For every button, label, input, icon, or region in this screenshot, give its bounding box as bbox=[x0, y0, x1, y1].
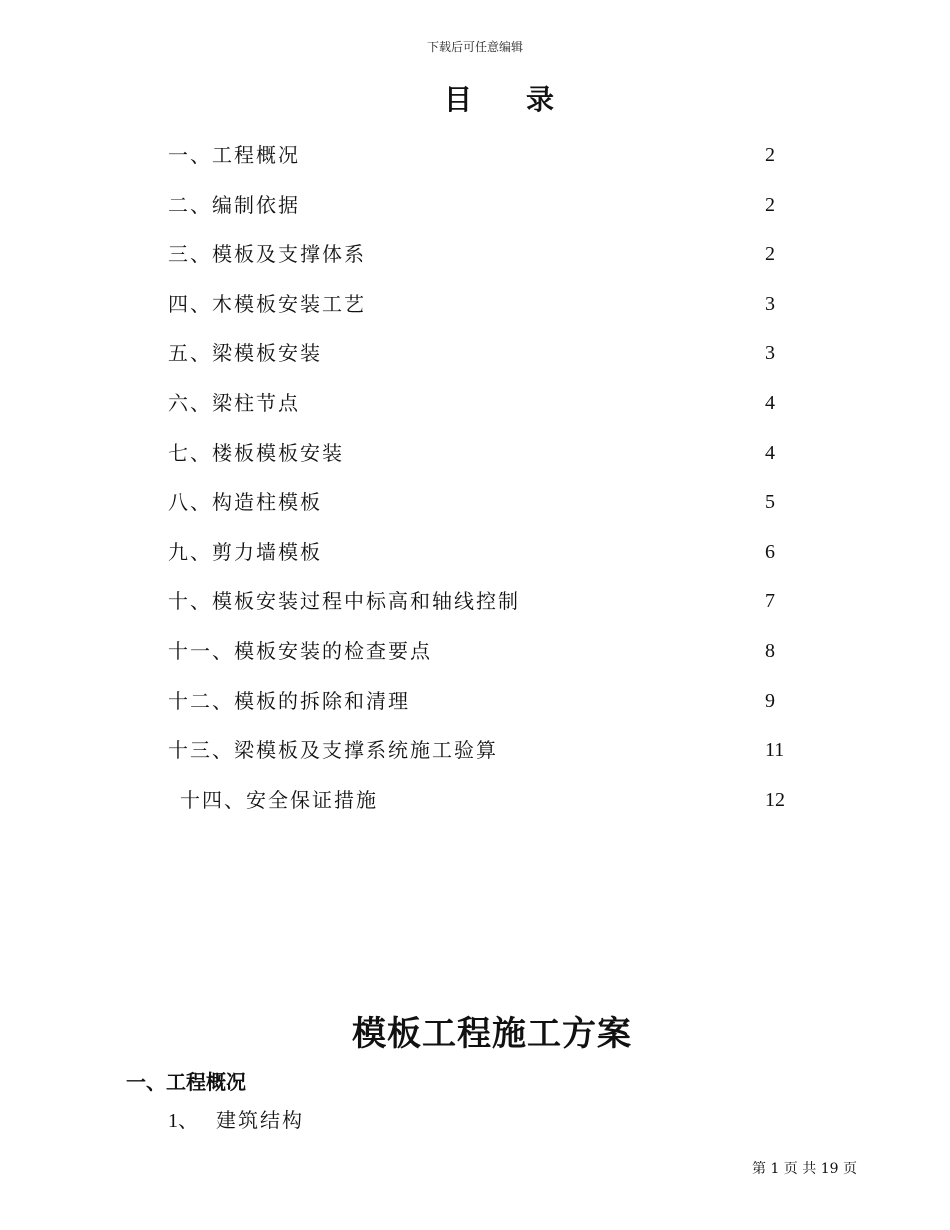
document-title: 模板工程施工方案 bbox=[352, 1014, 632, 1054]
toc-entry-label: 六、梁柱节点 bbox=[168, 390, 300, 415]
toc-entry-label: 七、楼板模板安装 bbox=[168, 440, 344, 465]
toc-entry[interactable] bbox=[168, 289, 788, 339]
toc-entry-page: 8 bbox=[765, 639, 775, 662]
toc-entry[interactable] bbox=[168, 735, 788, 785]
toc-entry[interactable] bbox=[168, 438, 788, 488]
toc-entry-label: 十、模板安装过程中标高和轴线控制 bbox=[168, 589, 520, 614]
toc-entry[interactable] bbox=[168, 190, 788, 240]
toc-entry[interactable] bbox=[168, 537, 788, 587]
toc-entry[interactable] bbox=[168, 586, 788, 636]
subsection-title: 建筑结构 bbox=[216, 1108, 304, 1132]
table-of-contents bbox=[168, 140, 788, 834]
toc-entry-page: 3 bbox=[765, 292, 775, 315]
toc-entry-label: 十四、安全保证措施 bbox=[180, 787, 378, 812]
toc-entry[interactable] bbox=[168, 636, 788, 686]
toc-entry-page: 2 bbox=[765, 193, 775, 216]
toc-entry-page: 7 bbox=[765, 590, 775, 613]
toc-entry-page: 11 bbox=[765, 739, 785, 762]
toc-title bbox=[0, 78, 950, 118]
toc-entry-page: 5 bbox=[765, 491, 775, 514]
toc-entry-page: 4 bbox=[765, 441, 775, 464]
toc-entry-label: 八、构造柱模板 bbox=[168, 490, 322, 515]
toc-entry[interactable] bbox=[168, 487, 788, 537]
page-footer: 第 1 页 共 19 页 bbox=[752, 1161, 857, 1177]
toc-entry-label: 十二、模板的拆除和清理 bbox=[168, 688, 410, 713]
section-heading: 一、工程概况 bbox=[126, 1070, 246, 1094]
subsection-number: 1、 bbox=[168, 1110, 198, 1132]
toc-entry-label: 九、剪力墙模板 bbox=[168, 539, 322, 564]
toc-entry-label: 三、模板及支撑体系 bbox=[168, 242, 366, 267]
toc-entry[interactable] bbox=[168, 239, 788, 289]
toc-entry-label: 二、编制依据 bbox=[168, 192, 300, 217]
toc-entry-page: 12 bbox=[765, 788, 785, 811]
toc-entry-page: 4 bbox=[765, 391, 775, 414]
toc-entry[interactable] bbox=[168, 388, 788, 438]
toc-title-left: 目 bbox=[443, 83, 474, 116]
toc-entry-label: 四、木模板安装工艺 bbox=[168, 291, 366, 316]
toc-entry-label: 五、梁模板安装 bbox=[168, 341, 322, 366]
toc-entry-page: 2 bbox=[765, 144, 775, 166]
toc-entry-page: 9 bbox=[765, 689, 775, 712]
toc-entry-label: 一、工程概况 bbox=[168, 143, 300, 167]
toc-entry-page: 6 bbox=[765, 540, 775, 563]
subsection-heading bbox=[168, 1104, 304, 1133]
toc-entry[interactable] bbox=[168, 140, 788, 190]
toc-entry-label: 十一、模板安装的检查要点 bbox=[168, 638, 432, 663]
toc-entry-label: 十三、梁模板及支撑系统施工验算 bbox=[168, 738, 498, 763]
page-header: 下载后可任意编辑 bbox=[426, 40, 523, 54]
toc-entry[interactable] bbox=[168, 338, 788, 388]
toc-title-right: 录 bbox=[526, 83, 557, 116]
toc-entry-page: 2 bbox=[765, 243, 775, 266]
toc-entry-page: 3 bbox=[765, 342, 775, 365]
toc-entry[interactable] bbox=[168, 686, 788, 736]
toc-entry[interactable] bbox=[168, 785, 788, 835]
